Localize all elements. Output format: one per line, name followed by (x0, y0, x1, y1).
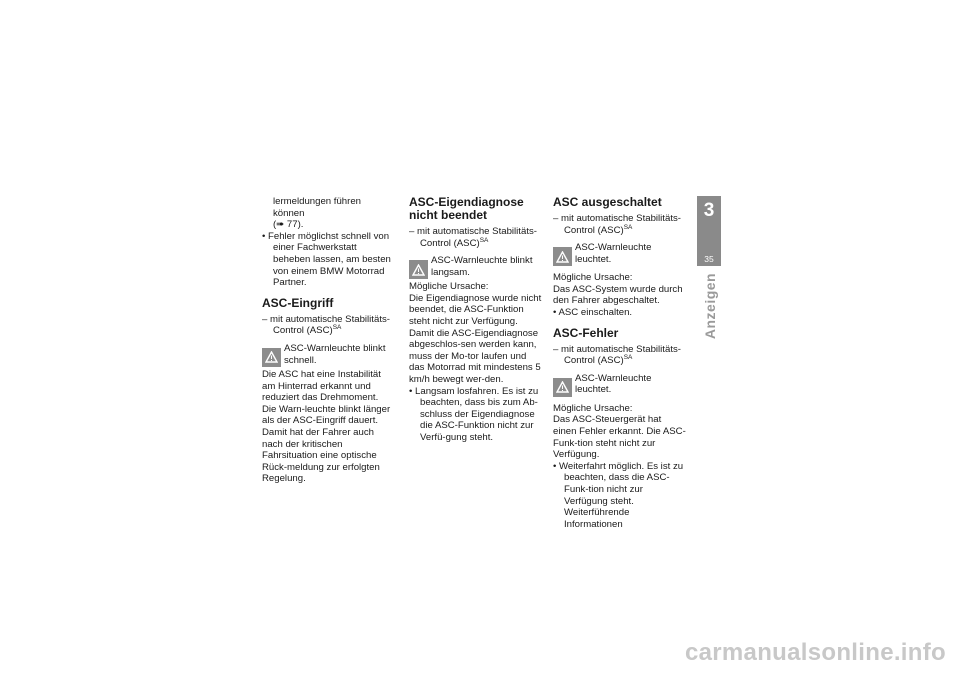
chapter-side-label: Anzeigen (702, 272, 718, 340)
cause-label: Mögliche Ursache: (409, 281, 489, 293)
warning-light-icon (262, 348, 281, 367)
warning-row (409, 255, 542, 279)
paragraph: Die ASC hat eine Instabilität am Hinterrad erkannt und reduziert das Drehmoment. Die Warn-leuchte blinkt länger als der ASC-Eingriff dauert. Damit hat der Fahrer auch nach der kritischen Fahrsituation eine optische Rück-meldung zur erfolgten Regelung. (262, 368, 391, 485)
column-1 (262, 196, 395, 485)
section-heading: ASC-Eigendiagnose nicht beendet (409, 195, 524, 222)
warning-row (262, 343, 395, 367)
warning-light-icon (553, 247, 572, 266)
warning-text: ASC-Warnleuchte leuchtet. (575, 242, 652, 265)
cause-label: Mögliche Ursache: (553, 402, 633, 414)
cause-label: Mögliche Ursache: (553, 272, 633, 284)
equipment-note: – mit automatische Stabilitäts-Control (ASC)$^{SA}$ (409, 226, 537, 249)
chapter-tab (697, 196, 721, 266)
paragraph: Das ASC-Steuergerät hat einen Fehler erkannt. Die ASC-Funk-tion steht nicht zur Verfügung. (553, 414, 686, 461)
warning-text: ASC-Warnleuchte blinkt schnell. (284, 342, 386, 366)
warning-text: ASC-Warnleuchte leuchtet. (575, 372, 652, 396)
bullet-item: • Langsam losfahren. Es ist zu beachten, dass bis zum Ab-schluss der Eigendiagnose die ASC-Funktion nicht zur Verfü-gung steht. (409, 385, 539, 443)
page-number: 35 (704, 254, 714, 264)
equipment-note: – mit automatische Stabilitäts-Control (ASC)$^{SA}$ (262, 313, 390, 337)
paragraph: Das ASC-System wurde durch den Fahrer abgeschaltet. (553, 283, 683, 307)
section-heading: ASC ausgeschaltet (553, 195, 662, 209)
equipment-note: – mit automatische Stabilitäts-Control (ASC)$^{SA}$ (553, 343, 681, 367)
continued-text: lermeldungen führen können (➠ 77). (273, 196, 362, 231)
bullet-item: • ASC einschalten. (553, 306, 633, 318)
section-heading: ASC-Fehler (553, 325, 619, 340)
chapter-number: 3 (703, 200, 715, 221)
paragraph: Die Eigendiagnose wurde nicht beendet, die ASC-Funktion steht nicht zur Verfügung. Damit die ASC-Eigendiagnose abgeschlos-sen werden kann, muss der Mo-tor laufen und das Motorrad mit mindestens 5 km/h bewegt wer-den. (409, 292, 542, 385)
warning-row (553, 242, 686, 266)
column-2 (409, 196, 542, 444)
watermark: carmanualsonline.info (684, 639, 946, 666)
warning-light-icon (553, 378, 572, 397)
bullet-item: • Weiterfahrt möglich. Es ist zu beachten, dass die ASC-Funk-tion nicht zur Verfügung steht. Weiterführende Informationen (553, 460, 684, 530)
section-heading: ASC-Eingriff (262, 295, 334, 310)
equipment-note: – mit automatische Stabilitäts-Control (ASC)$^{SA}$ (553, 213, 681, 236)
bullet-item: • Fehler möglichst schnell von einer Fachwerkstatt beheben lassen, am besten von einem BMW Motorrad Partner. (262, 230, 391, 289)
column-3 (553, 196, 686, 530)
warning-light-icon (409, 260, 428, 279)
warning-row (553, 373, 686, 397)
warning-text: ASC-Warnleuchte blinkt langsam. (431, 255, 533, 278)
